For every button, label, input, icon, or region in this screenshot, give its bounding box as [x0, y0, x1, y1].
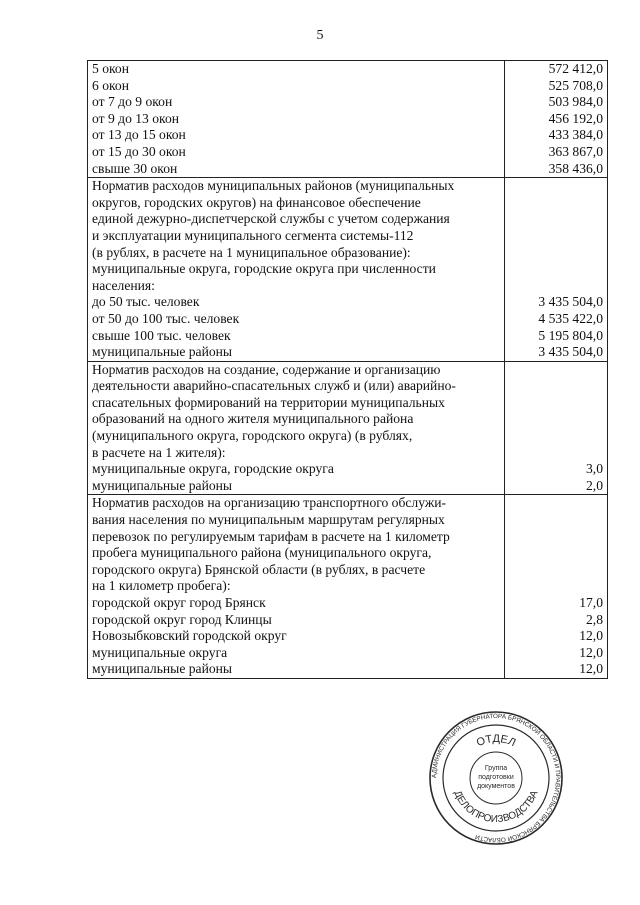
table-row	[88, 361, 608, 495]
item-label: городской округ город Брянск	[92, 595, 266, 610]
value-spacer	[509, 545, 603, 562]
section-values	[505, 61, 608, 178]
section-heading-line: Норматив расходов на создание, содержание и организацию	[92, 361, 441, 377]
section-values	[505, 361, 608, 495]
table-row	[88, 61, 608, 178]
normatives-table	[87, 60, 608, 679]
item-value: 2,0	[586, 477, 603, 493]
section-labels	[88, 361, 505, 495]
item-label: до 50 тыс. человек	[92, 294, 200, 310]
item-value: 433 384,0	[548, 127, 603, 143]
page-number: 5	[316, 28, 324, 43]
item-label: Новозыбковский городской округ	[92, 628, 287, 644]
stamp-bottom-text: ДЕЛОПРОИЗВОДСТВА	[451, 789, 541, 826]
item-label: свыше 100 тыс. человек	[92, 327, 231, 343]
section-heading-line: населения:	[92, 277, 155, 293]
item-value: 456 192,0	[548, 110, 603, 126]
item-value: 363 867,0	[548, 143, 603, 159]
item-value: 5 195 804,0	[538, 327, 603, 343]
item-value: 3,0	[586, 461, 603, 477]
value-spacer	[509, 411, 603, 428]
item-label: от 7 до 9 окон	[92, 94, 173, 110]
section-heading-line: Норматив расходов муниципальных районов (муниципальных	[92, 178, 455, 194]
stamp-center-text	[477, 765, 515, 790]
section-heading-line: округов, городских округов) на финансовое обеспечение	[92, 194, 421, 210]
item-value: 12,0	[579, 644, 603, 660]
value-spacer	[509, 378, 603, 395]
item-label: городской округ город Клинцы	[92, 611, 272, 627]
section-heading-line: городского округа) Брянской области (в рублях, в расчете	[92, 561, 426, 577]
section-heading-line: перевозок по регулируемым тарифам в расчете на 1 километр	[92, 528, 450, 544]
section-heading-line: муниципальные округа, городские округа при численности	[92, 261, 436, 277]
item-label: 5 окон	[92, 61, 129, 76]
item-value: 525 708,0	[548, 77, 603, 93]
section-heading-line: спасательных формирований на территории муниципальных	[92, 394, 445, 410]
item-value: 572 412,0	[548, 61, 603, 76]
item-label: муниципальные районы	[92, 344, 233, 360]
value-spacer	[509, 428, 603, 445]
item-label: 6 окон	[92, 77, 129, 93]
table-row	[88, 495, 608, 679]
value-spacer	[509, 529, 603, 546]
value-spacer	[509, 445, 603, 462]
stamp-top-text: ОТДЕЛ	[474, 732, 518, 750]
section-heading-line: пробега муниципального района (муниципального округа,	[92, 545, 432, 561]
value-spacer	[509, 395, 603, 412]
section-heading-line: на 1 километр пробега):	[92, 578, 231, 594]
stamp-center-line: документов	[477, 783, 515, 790]
value-spacer	[509, 495, 603, 512]
item-label: от 9 до 13 окон	[92, 110, 180, 126]
value-spacer	[509, 512, 603, 529]
value-spacer	[509, 578, 603, 595]
section-heading-line: в расчете на 1 жителя):	[92, 444, 226, 460]
item-label: от 15 до 30 окон	[92, 143, 186, 159]
section-heading-line: (в рублях, в расчете на 1 муниципальное образование):	[92, 244, 411, 260]
section-heading-line: единой дежурно-диспетчерской службы с учетом содержания	[92, 211, 450, 227]
section-heading-line: Норматив расходов на организацию транспортного обслужи-	[92, 495, 447, 511]
item-value: 3 435 504,0	[538, 294, 603, 310]
section-values	[505, 178, 608, 362]
item-value: 17,0	[579, 595, 603, 610]
value-spacer	[509, 278, 603, 295]
item-label: свыше 30 окон	[92, 160, 178, 176]
stamp-center-line: подготовки	[478, 774, 514, 781]
value-spacer	[509, 228, 603, 245]
section-labels	[88, 495, 505, 679]
item-value: 2,8	[586, 611, 603, 627]
item-value: 12,0	[579, 661, 603, 677]
item-value: 3 435 504,0	[538, 344, 603, 360]
item-value: 503 984,0	[548, 94, 603, 110]
item-value: 12,0	[579, 628, 603, 644]
section-labels	[88, 61, 505, 178]
stamp-outer-text: АДМИНИСТРАЦИЯ ГУБЕРНАТОРА БРЯНСКОЙ ОБЛАСТИ И ПРАВИТЕЛЬСТВА БРЯНСКОЙ ОБЛАСТИ	[430, 712, 562, 844]
value-spacer	[509, 261, 603, 278]
item-value: 4 535 422,0	[538, 310, 603, 326]
item-label: от 13 до 15 окон	[92, 127, 186, 143]
value-spacer	[509, 195, 603, 212]
value-spacer	[509, 362, 603, 379]
item-value: 358 436,0	[548, 160, 603, 176]
item-label: муниципальные округа	[92, 644, 228, 660]
table-row	[88, 178, 608, 362]
value-spacer	[509, 562, 603, 579]
section-heading-line: образований на одного жителя муниципального района	[92, 411, 414, 427]
value-spacer	[509, 178, 603, 195]
section-values	[505, 495, 608, 679]
section-heading-line: деятельности аварийно-спасательных служб и (или) аварийно-	[92, 378, 456, 394]
department-stamp	[428, 710, 564, 846]
section-heading-line: и эксплуатации муниципального сегмента системы-112	[92, 227, 414, 243]
section-labels	[88, 178, 505, 362]
section-heading-line: (муниципального округа, городского округа) (в рублях,	[92, 428, 413, 444]
section-heading-line: вания населения по муниципальным маршрутам регулярных	[92, 512, 445, 528]
value-spacer	[509, 211, 603, 228]
item-label: от 50 до 100 тыс. человек	[92, 310, 240, 326]
stamp-center-line: Группа	[484, 765, 508, 772]
item-label: муниципальные районы	[92, 477, 233, 493]
item-label: муниципальные районы	[92, 661, 233, 677]
item-label: муниципальные округа, городские округа	[92, 461, 334, 477]
value-spacer	[509, 245, 603, 262]
